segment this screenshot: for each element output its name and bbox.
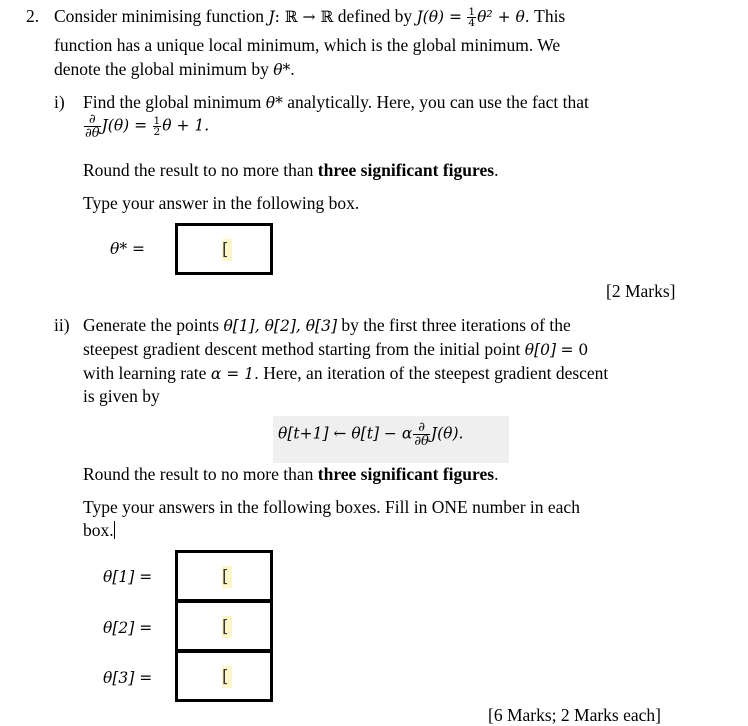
answer-box-theta-2[interactable]: [175, 600, 273, 652]
part-i-line1: Find the global minimum θ* analytically. Here, you can use the fact that: [83, 92, 589, 112]
intro-def-rhs: θ² + θ.: [477, 8, 530, 26]
intro-text-a: Consider minimising function: [54, 6, 264, 26]
part-i-round: Round the result to no more than three significant figures.: [83, 160, 499, 180]
answer-box-theta-star[interactable]: [175, 223, 273, 275]
part-ii-type-line2: box.: [83, 520, 114, 540]
quarter-fraction: $\frac{1}{4}$: [468, 6, 476, 30]
part-i-type-line: Type your answer in the following box.: [83, 193, 360, 213]
answer-label-theta-1: θ[1] =: [103, 568, 153, 586]
part-ii-line2: steepest gradient descent method starting from the initial point θ[0] = 0: [83, 339, 589, 359]
text-cursor: [: [222, 566, 232, 588]
question-intro-line3: denote the global minimum by θ*.: [54, 59, 295, 79]
intro-func: J: [268, 8, 275, 26]
half-fraction: $\frac{1}{2}$: [153, 115, 161, 138]
text-cursor: [: [222, 666, 232, 688]
part-i-derivative: $\frac{\partial}{\partial\theta}$ J(θ) = $\frac{1}{2}$ θ + 1.: [85, 112, 210, 141]
answer-label-theta-star: θ* =: [110, 240, 145, 258]
text-cursor: [: [222, 616, 232, 638]
theta-star: θ*: [273, 61, 291, 79]
text-cursor: [: [222, 239, 232, 261]
part-ii-line1: Generate the points θ[1], θ[2], θ[3] by the first three iterations of the: [83, 315, 571, 335]
part-ii-round: Round the result to no more than three significant figures.: [83, 464, 499, 484]
question-intro-line1: [54, 6, 565, 28]
intro-domain: : ℝ → ℝ: [274, 8, 334, 26]
partial-derivative: $\frac{\partial}{\partial\theta}$: [85, 112, 100, 141]
update-partial: $\frac{\partial}{\partial\theta}$: [414, 420, 429, 449]
theta-star-ref: θ*: [265, 94, 283, 112]
part-ii-line4: is given by: [83, 386, 160, 406]
answer-box-theta-3[interactable]: [175, 650, 273, 702]
points-expr: θ[1], θ[2], θ[3]: [223, 317, 338, 335]
text-cursor-bar: [114, 521, 115, 539]
question-number: 2.: [26, 6, 40, 26]
part-ii-type-line1: Type your answers in the following boxes. Fill in ONE number in each: [83, 497, 580, 517]
answer-label-theta-3: θ[3] =: [103, 669, 153, 687]
part-ii-marks: [6 Marks; 2 Marks each]: [488, 705, 662, 725]
intro-text-b: defined by: [337, 6, 413, 26]
part-ii-line3: with learning rate α = 1. Here, an iteration of the steepest gradient descent: [83, 363, 609, 383]
intro-text-c: This: [534, 6, 566, 26]
answer-label-theta-2: θ[2] =: [103, 619, 153, 637]
question-intro-line2: function has a unique local minimum, which is the global minimum. We: [54, 35, 561, 55]
part-ii-label: ii): [54, 315, 70, 335]
alpha-expr: α = 1.: [210, 365, 259, 383]
answer-box-theta-1[interactable]: [175, 550, 273, 602]
part-i-marks: [2 Marks]: [606, 281, 676, 301]
init-expr: θ[0]: [524, 341, 557, 359]
intro-def-lhs: J(θ) =: [416, 8, 463, 26]
part-i-label: i): [54, 92, 65, 112]
update-equation: θ[t+1] ← θ[t] − α $\frac{\partial}{\partial\theta}$ J(θ).: [278, 420, 464, 449]
